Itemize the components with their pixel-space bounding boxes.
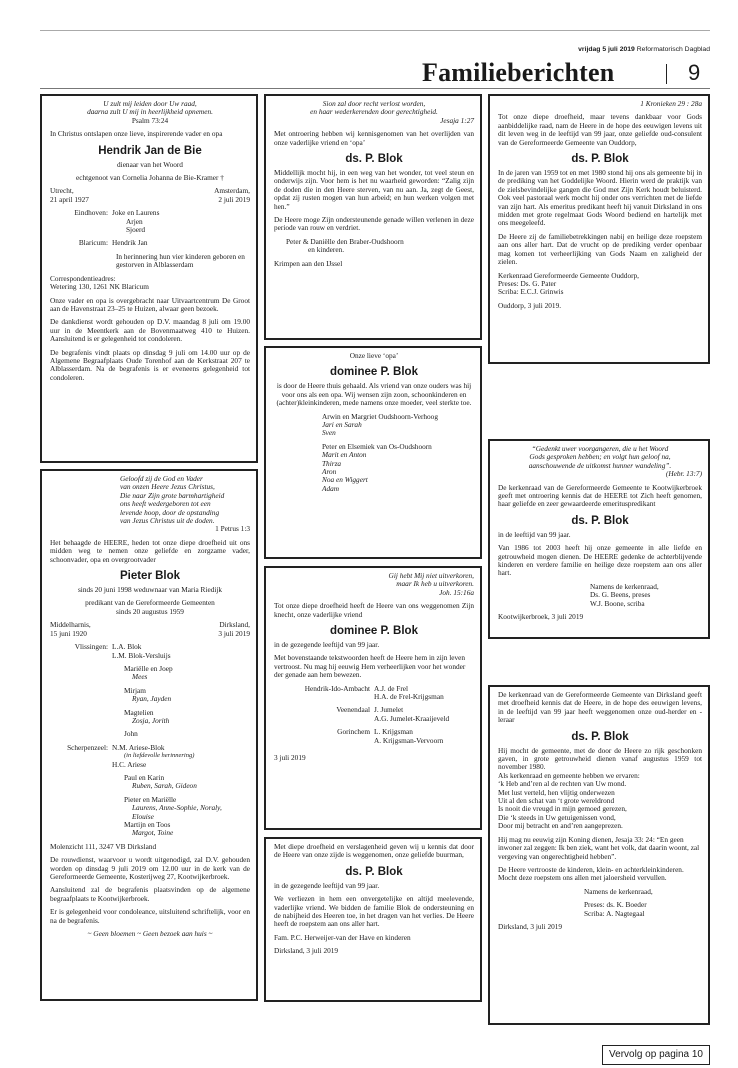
paragraph-2: De Heere moge Zijn ondersteunende genade willen verlenen in deze periode van rouw en verdriet. bbox=[274, 215, 474, 233]
deceased-name: ds. P. Blok bbox=[345, 153, 403, 166]
verse-ref: 1 Kronieken 29 : 28a bbox=[640, 99, 702, 108]
paragraph-1: De rouwdienst, waarvoor u wordt uitgenodigd, zal D.V. gehouden worden op dinsdag 9 juli 2019 om 12.00 uur in de kerk van de Gereformeerde Gemeente, Kosterijweg 27, Kootwijkerbroek. bbox=[50, 855, 250, 882]
age: in de leeftijd van 99 jaar. bbox=[498, 529, 571, 539]
family-gorinchem: Gorinchem L. Krijgsman A. Krijgsman-Vervoorn bbox=[337, 727, 444, 745]
notice-herweijer bbox=[264, 837, 482, 1002]
age: in de gezegende leeftijd van 99 jaar. bbox=[274, 880, 380, 890]
intro-text: Het behaagde de HEERE, heden tot onze diepe droefheid uit ons midden weg te nemen onze geliefde en zorgzame vader, schoonvader, opa en overgrootvader bbox=[50, 537, 250, 564]
grandchildren-scherpenzeel: Paul en Karin Ruben, Sarah, Gideon Pieter en Mariëlle Laurens, Anne-Sophie, Noraly, Elouise Martijn en Toos Margot, Toine bbox=[124, 772, 222, 838]
paragraph-1: Middellijk mocht hij, in een weg van het wonder, tot veel steun en onderwijs zijn. Voor hem is het nu waarheid geworden: “Zalig zijn de doden die in den Heere sterven, van nu aan. Ja, zegt de Geest, opdat zij rusten mogen van hun arbeid; en hun werken volgen met hen.” bbox=[274, 168, 474, 211]
deceased-name: ds. P. Blok bbox=[345, 865, 403, 878]
paragraph-1: In de jaren van 1959 tot en met 1980 stond hij ons als gemeente bij in de prediking van het Goddelijke Woord. Hierin werd de praktijk van de zielsbevindelijke gangen die God met Zijn Kerk houdt beluisterd. Ook veel pastoraal werk mocht hij onder ons verrichten met de liefde van zijn hart. Als emeritus predikant heeft hij vanuit Dirksland in ons midden met grote regelmaat Gods Woord bediend en hartelijk met ons meegeleefd. bbox=[498, 168, 702, 228]
family-vlissingen: Vlissingen: L.A. Blok L.M. Blok-Versluijs bbox=[74, 642, 171, 660]
deceased-name: ds. P. Blok bbox=[571, 730, 629, 743]
heading: Onze lieve ‘opa’ bbox=[349, 351, 399, 360]
issue-date: vrijdag 5 juli 2019 bbox=[578, 46, 635, 53]
page-number: 9 bbox=[688, 60, 701, 85]
place: Kootwijkerbroek, 3 juli 2019 bbox=[498, 612, 584, 622]
place: Ouddorp, 3 juli 2019. bbox=[498, 300, 562, 310]
notice-kootwijkerbroek bbox=[488, 439, 710, 639]
notice-dirksland bbox=[488, 685, 710, 1025]
signatories: Namens de kerkenraad, Ds. G. Beens, preses W.J. Boone, scriba bbox=[590, 581, 659, 608]
deceased-name: ds. P. Blok bbox=[571, 153, 629, 166]
paragraph-2: De Heere zij de familiebetrekkingen nabij en heilige deze roepstem aan ons aller hart. Dat de vrucht op de prediking verder openbaar mag komen tot verheerlijking van Gods Naam en zaligheid der zielen. bbox=[498, 231, 702, 267]
verse-ref: (Hebr. 13:7) bbox=[665, 469, 702, 479]
verse: Geloofd zij de God en Vader van onzen Heere Jezus Christus, Die naar Zijn grote barmhartigheid ons heeft wedergeboren tot een levende hoop, door de opstanding van Jezus Christus uit de doden. bbox=[120, 474, 225, 526]
place: Krimpen aan den IJssel bbox=[274, 258, 343, 268]
correspondence: Correspondentieadres: Wetering 130, 1261 NK Blaricum bbox=[50, 273, 149, 292]
dates: Utrecht, 21 april 1927 Amsterdam, 2 juli 2019 bbox=[50, 186, 250, 204]
paragraph-1: Van 1986 tot 2003 heeft hij onze gemeente in alle liefde en getrouwheid mogen dienen. De HEERE gedenke de achterblijvende kinderen en verdere familie en heilige deze roepstem aan ons aller hart. bbox=[498, 543, 702, 578]
notice-pieter-blok-family bbox=[40, 469, 258, 1001]
intro-text: De kerkenraad van de Gereformeerde Gemeente van Dirksland geeft met droefheid kennis dat de Heere, in de hope des eeuwigen levens, in de leeftijd van 99 jaar heeft weggenomen onze oud-herder en -leraar bbox=[498, 690, 702, 725]
paragraph-2: Aansluitend zal de begrafenis plaatsvinden op de algemene begraafplaats te Kootwijkerbroek. bbox=[50, 885, 250, 903]
signatory: Fam. P.C. Herweijer-van der Have en kinderen bbox=[274, 932, 411, 942]
verse: “Gedenkt uwer voorgangeren, die u het Woord Gods gesproken hebben; en volgt hun geloof na, aanschouwende de uitkomst hunner wandeling”. bbox=[528, 444, 672, 470]
paragraph-1: We verliezen in hem een onvergetelijke en altijd meelevende, vaderlijke vriend. We bidden de familie Blok de ondersteuning en de nabijheid des Heeren toe, in het dragen van het verlies. De Heere heeft de roepstem aan ons aller hart. bbox=[274, 894, 474, 929]
masthead bbox=[578, 46, 710, 54]
notice-de-frel-jumelet-krijgsman bbox=[264, 566, 482, 830]
paper-name: Reformatorisch Dagblad bbox=[636, 46, 710, 53]
verse-ref: Psalm 73:24 bbox=[131, 115, 169, 125]
intro-text: De kerkenraad van de Gereformeerde Gemeente te Kootwijkerbroek geeft met ontroering kennis dat de HEERE tot Zich heeft genomen, haar geliefde en zeer gewaardeerde emerituspredikant bbox=[498, 482, 702, 509]
family-hendrik-ido-ambacht: Hendrik-Ido-Ambacht A.J. de Frel H.A. de Frel-Krijgsman bbox=[304, 683, 444, 702]
paragraph-1: Hij mocht de gemeente, met de door de Heere zo rijk geschonken gaven, in grote getrouwheid dienen vanaf augustus 1959 tot november 1980. bbox=[498, 745, 702, 772]
intro-text: Tot onze diepe droefheid, maar tevens dankbaar voor Gods aanbiddelijke raad, nam de Heere in de hope des eeuwigen levens uit dit leven weg in de leeftijd van 99 jaar, onze geliefde oud-consulent van de Gereformeerde Gemeente van Ouddorp, bbox=[498, 112, 702, 147]
dates: Middelharnis, 15 juni 1920 Dirksland, 3 juli 2019 bbox=[50, 620, 250, 638]
age: in de gezegende leeftijd van 99 jaar. bbox=[274, 640, 380, 650]
signatories: Peter & Daniëlle den Braber-Oudshoorn en kinderen. bbox=[286, 236, 404, 255]
verse: U zult mij leiden door Uw raad, daarna zult U mij in heerlijkheid opnemen. bbox=[87, 99, 213, 117]
paragraph-3: Er is gelegenheid voor condoleance, uitsluitend schriftelijk, voor en na de begrafenis. bbox=[50, 907, 250, 925]
notice-ouddorp bbox=[488, 94, 710, 364]
paragraph-1: is door de Heere thuis gehaald. Als vriend van onze ouders was hij voor ons als een opa. Wij wensen zijn zoon, schoonkinderen en (achter)kleinkinderen, mede namens onze moeder, veel sterkte toe. bbox=[276, 381, 472, 408]
predikant: predikant van de Gereformeerde Gemeenten sinds 20 augustus 1959 bbox=[85, 598, 215, 616]
address: Molenzicht 111, 3247 VB Dirksland bbox=[50, 841, 157, 851]
deceased-name: dominee P. Blok bbox=[330, 625, 418, 638]
signatories: Kerkenraad Gereformeerde Gemeente Ouddorp, Preses: Ds. G. Pater Scriba: E.C.J. Grinwis bbox=[498, 270, 639, 297]
verse: Sion zal door recht verlost worden, en haar wederkerenden door gerechtigheid. bbox=[310, 99, 438, 117]
notice-onze-lieve-opa bbox=[264, 346, 482, 559]
intro-text: Tot onze diepe droefheid heeft de Heere van ons weggenomen Zijn knecht, onze vaderlijke vriend bbox=[274, 601, 474, 619]
poem-intro: Als kerkenraad en gemeente hebben we ervaren: bbox=[498, 770, 640, 780]
family-van-os-oudshoorn: Peter en Elsemiek van Os-Oudshoorn Marit en Anton Thirza Aron Noa en Wiggert Adam bbox=[322, 441, 432, 493]
paragraph-3: De begrafenis vindt plaats op dinsdag 9 juli om 14.00 uur op de Algemene Begraafplaats Oude Torenhof aan de Kerkstraat 207 te Alblasserdam. Na de begrafenis is er eveneens gelegenheid tot condoleren. bbox=[50, 347, 250, 382]
deceased-name: Hendrik Jan de Bie bbox=[98, 144, 202, 157]
paragraph-1: Met bovenstaande tekstwoorden heeft de Heere hem in zijn leven vertroost. Nu mag hij eeuwig Hem verheerlijken voor het wonder der genade aan hem bewezen. bbox=[274, 653, 466, 680]
verse-ref: Joh. 15:16a bbox=[439, 587, 474, 597]
notice-de-bie bbox=[40, 94, 258, 463]
deceased-name: Pieter Blok bbox=[119, 570, 181, 583]
widower: sinds 20 juni 1998 weduwnaar van Maria Riedijk bbox=[77, 585, 223, 595]
deceased-name: ds. P. Blok bbox=[571, 514, 629, 527]
top-rule bbox=[40, 30, 710, 31]
grandchildren-vlissingen: Mariëlle en Joep Mees Mirjam Ryan, Jayden Magtelien Zosja, Jorith John bbox=[124, 663, 173, 739]
paragraph-3: De Heere vertrooste de kinderen, klein- en achterkleinkinderen. Mocht deze roepstem ons allen met jaloersheid vervullen. bbox=[498, 864, 684, 883]
header-rule bbox=[40, 88, 710, 89]
verse-ref: Jesaja 1:27 bbox=[440, 115, 474, 125]
verse-ref: 1 Petrus 1:3 bbox=[215, 524, 250, 534]
date: 3 juli 2019 bbox=[274, 753, 306, 763]
verse: Gij hebt Mij niet uitverkoren, maar Ik heb u uitverkoren. bbox=[388, 571, 474, 589]
signatories: Namens de kerkenraad, Preses: ds. K. Boeder Scriba: A. Nagtegaal bbox=[584, 886, 653, 918]
family-eindhoven: Eindhoven: Joke en Laurens Arjen Sjoerd bbox=[74, 208, 160, 235]
family-veenendaal: Veenendaal J. Jumelet A.G. Jumelet-Kraaijeveld bbox=[336, 705, 450, 723]
role: dienaar van het Woord bbox=[117, 159, 183, 169]
memory: In herinnering hun vier kinderen geboren en gestorven in Alblasserdam bbox=[116, 251, 245, 270]
notice-braber-oudshoorn bbox=[264, 94, 482, 340]
family-scherpenzeel: Scherpenzeel: N.M. Ariese-Blok (in liefdevolle herinnering) H.C. Ariese bbox=[67, 742, 195, 769]
title-divider bbox=[666, 64, 667, 84]
poem: ‘k Heb and’ren al de rechten van Uw mond. Met lust verteld, hen vlijtig onderwezen Uit al den schat van ‘t grote wereldrond Is nooit die vreugd in mijn gemoed gerezen, Die ‘k steeds in Uw getuigenissen vond, Door mij betracht en and’ren aangeprezen. bbox=[498, 779, 627, 831]
family-oudshoorn-verhoog: Arwin en Margriet Oudshoorn-Verhoog Jari en Sarah Sven bbox=[322, 411, 438, 438]
family-blaricum: Blaricum: Hendrik Jan bbox=[78, 238, 148, 248]
intro-text: Met ontroering hebben wij kennisgenomen van het overlijden van onze vaderlijke vriend en ‘opa’ bbox=[274, 129, 474, 147]
closing-line: ~ Geen bloemen ~ Geen bezoek aan huis ~ bbox=[87, 929, 213, 939]
continued-on-page-link[interactable]: Vervolg op pagina 10 bbox=[602, 1045, 710, 1065]
place: Dirksland, 3 juli 2019 bbox=[498, 921, 563, 931]
deceased-name: dominee P. Blok bbox=[330, 366, 418, 379]
paragraph-2: De dankdienst wordt gehouden op D.V. maandag 8 juli om 19.00 uur in de Meentkerk aan de Bovenmaatweg 410 te Huizen. Aansluitend is er gelegenheid tot condoleren. bbox=[50, 317, 250, 344]
place: Dirksland, 3 juli 2019 bbox=[274, 946, 339, 956]
spouse: echtgenoot van Cornelia Johanna de Bie-Kramer † bbox=[76, 173, 224, 183]
paragraph-1: Onze vader en opa is overgebracht naar Uitvaartcentrum De Groot aan de Havenstraat 23–25 te Huizen, alwaar geen bezoek. bbox=[50, 295, 250, 313]
paragraph-2: Hij mag nu eeuwig zijn Koning dienen, Jesaja 33: 24: “En geen inwoner zal zeggen: Ik ben ziek, want het volk, dat daarin woont, zal vergeving van ongerechtigheid hebben”. bbox=[498, 834, 700, 861]
section-title: Familieberichten bbox=[422, 58, 615, 87]
intro-text: Met diepe droefheid en verslagenheid geven wij u kennis dat door de Heere van onze zijde is weggenomen, onze geliefde buurman, bbox=[274, 842, 474, 860]
intro-text: In Christus ontslapen onze lieve, inspirerende vader en opa bbox=[50, 129, 223, 139]
